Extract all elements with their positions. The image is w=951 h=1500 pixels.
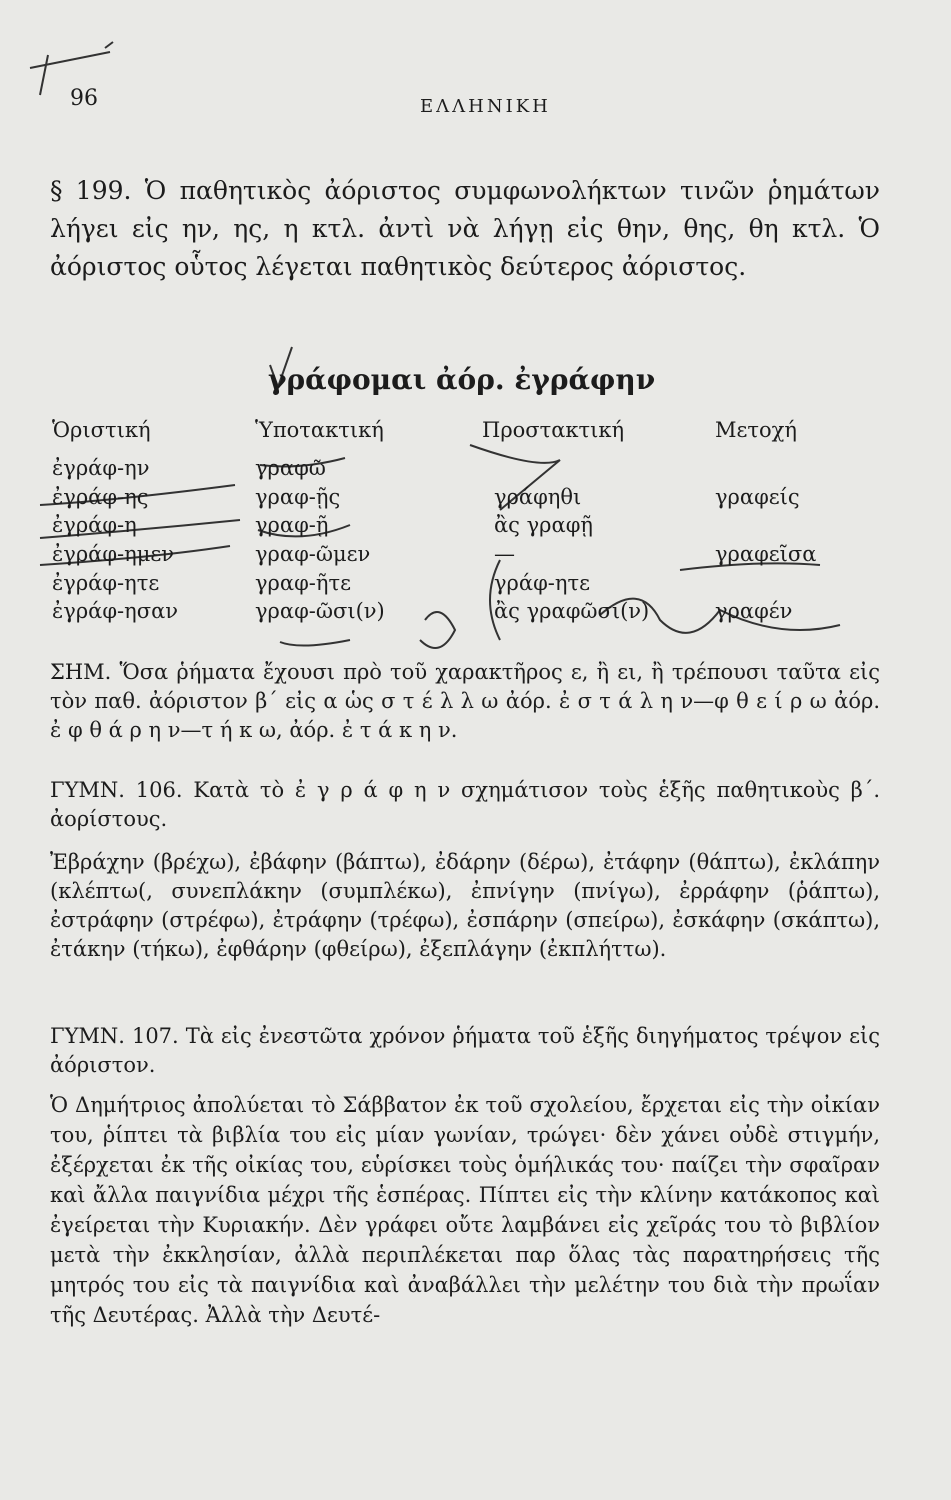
participle-form: γραφέν [715, 599, 793, 624]
subjunctive-form: γραφ-ῇς [255, 484, 341, 509]
verb-list-paragraph: Ἐβράχην (βρέχω), ἐβάφην (βάπτω), ἐδάρην (δέρω), ἐτάφην (θάπτω), ἐκλάπην (κλέπτω(, συνεπλάκην (συμπλέκω), ἐπνίγην (πνίγω), ἐρράφην (ῥάπτω), ἐστράφην (στρέφω), ἐτράφην (τρέφω), ἐσπάρην (σπείρω), ἐσκάφην (σκάπτω), ἐτάκην (τήκω), ἐφθάρην (φθείρω), ἐξεπλάγην (ἐκπλήττω). [50, 850, 880, 961]
participle-form [715, 454, 816, 483]
page-number: 96 [70, 86, 98, 111]
participle-form: γραφεῖσα [715, 542, 817, 567]
indicative-form: ἐγράφ-ην [52, 456, 150, 480]
indicative-form: ἐγράφ-ημεν [52, 542, 175, 567]
section-199-paragraph: § 199. Ὁ παθητικὸς ἀόριστος συμφωνολήκτων τινῶν ῥημάτων λήγει εἰς ην, ης, η κτλ. ἀντὶ νὰ λήγῃ εἰς θην, θης, θη κτλ. Ὁ ἀόριστος οὗτος λέγεται παθητικὸς δεύτερος ἀόριστος. [50, 176, 880, 281]
imperative-form: ἂς γραφῇ [494, 513, 593, 538]
subjunctive-column [255, 418, 385, 626]
column-header-imperative: Προστακτική [482, 418, 625, 442]
imperative-form: γράφ-ητε [494, 570, 590, 595]
participle-column [715, 418, 816, 626]
note-paragraph: ΣΗΜ. Ὅσα ῥήματα ἔχουσι πρὸ τοῦ χαρακτῆρος ε, ἢ ει, ἢ τρέπουσι ταῦτα εἰς τὸν παθ. ἀόριστον β΄ εἰς α ὡς σ τ έ λ λ ω ἀόρ. ἐ σ τ ά λ η ν—φ θ ε ί ρ ω ἀόρ. ἐ φ θ ά ρ η ν—τ ή κ ω, ἀόρ. ἐ τ ά κ η ν. [50, 660, 880, 742]
subjunctive-form: γραφ-ῇ [255, 513, 329, 538]
imperative-form: — [494, 542, 515, 567]
exercise-106-paragraph: ΓΥΜΝ. 106. Κατὰ τὸ ἐ γ ρ ά φ η ν σχημάτισον τοὺς ἑξῆς παθητικοὺς β΄. ἀορίστους. [50, 778, 880, 831]
subjunctive-form: γραφ-ῶσι(ν) [255, 599, 385, 624]
column-header-indicative: Ὁριστική [52, 418, 151, 442]
participle-form: γραφείς [715, 484, 800, 509]
imperative-form [482, 454, 649, 483]
imperative-column [482, 418, 649, 626]
indicative-form: ἐγράφ-ητε [52, 570, 160, 595]
story-paragraph: Ὁ Δημήτριος ἀπολύεται τὸ Σάββατον ἐκ τοῦ σχολείου, ἔρχεται εἰς τὴν οἰκίαν του, ῥίπτει τὰ βιβλία του εἰς μίαν γωνίαν, τρώγει· δὲν χάνει οὐδὲ στιγμήν, ἐξέρχεται ἐκ τῆς οἰκίας του, εὑρίσκει τοὺς ὁμήλικάς του· παίζει τὴν σφαῖραν καὶ ἄλλα παιγνίδια μέχρι τῆς ἑσπέρας. Πίπτει εἰς τὴν κλίνην κατάκοπος καὶ ἐγείρεται τὴν Κυριακήν. Δὲν γράφει οὔτε λαμβάνει εἰς χεῖράς του τὸ βιβλίον μετὰ τὴν ἐκκλησίαν, ἀλλὰ περιπλέκεται παρ ὅλας τὰς παρατηρήσεις τῆς μητρός του εἰς τὰ παιγνίδια καὶ ἀναβάλλει τὴν μελέτην του διὰ τὴν πρωΐαν τῆς Δευτέρας. Ἀλλὰ τὴν Δευτέ- [50, 1093, 880, 1327]
indicative-form: ἐγράφ-ης [52, 484, 149, 509]
subjunctive-form: γραφῶ [255, 456, 326, 480]
indicative-form: ἐγράφ-η [52, 513, 137, 538]
column-header-subjunctive: Ὑποτακτική [255, 418, 384, 442]
exercise-107-paragraph: ΓΥΜΝ. 107. Τὰ εἰς ἐνεστῶτα χρόνον ῥήματα τοῦ ἑξῆς διηγήματος τρέψον εἰς ἀόριστον. [50, 1024, 880, 1077]
imperative-form: ἂς γραφῶσι(ν) [494, 599, 650, 624]
subjunctive-form: γραφ-ῆτε [255, 570, 351, 595]
verb-paradigm-heading: γράφομαι ἀόρ. ἐγράφην [268, 363, 656, 396]
running-title: ΕΛΛΗΝΙΚΗ [420, 96, 551, 117]
indicative-form: ἐγράφ-ησαν [52, 599, 179, 624]
imperative-form: γράφηθι [494, 484, 582, 509]
subjunctive-form: γραφ-ῶμεν [255, 542, 371, 567]
participle-form [715, 569, 816, 598]
column-header-participle: Μετοχή [715, 418, 797, 442]
indicative-column [52, 418, 178, 626]
participle-form [715, 511, 816, 540]
